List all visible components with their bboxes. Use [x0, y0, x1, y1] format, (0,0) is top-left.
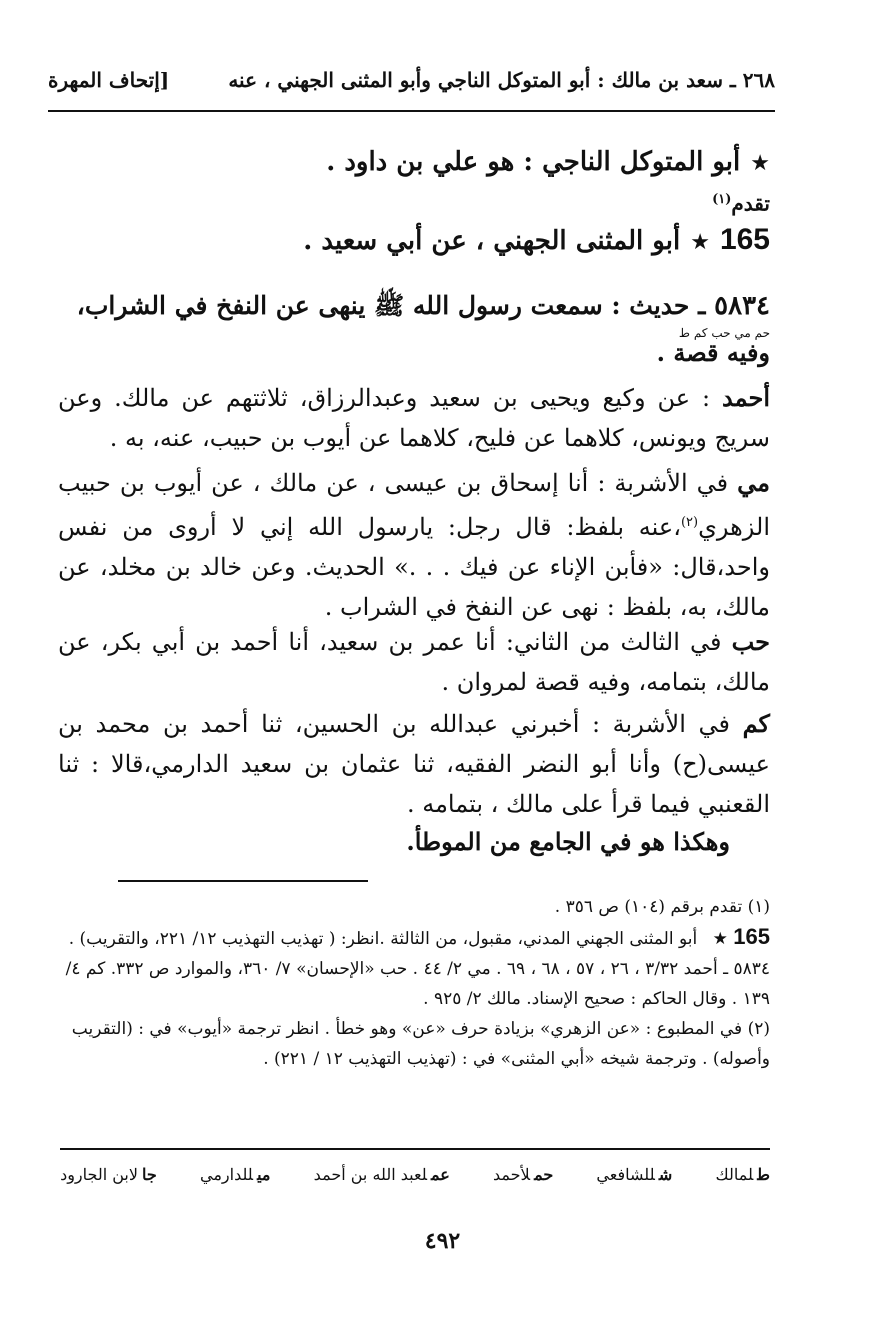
- hadith-block: [58, 286, 770, 366]
- hadith-sources: حم مي حب كم ط: [678, 326, 770, 340]
- paragraph-hibban: حب في الثالث من الثاني: أنا عمر بن سعيد، أنا أحمد بن أبي بكر، عن مالك، بتمامه، وفيه قصة لمروان .: [58, 627, 770, 696]
- paragraph-ahmad: أحمد : عن وكيع ويحيى بن سعيد وعبدالرزاق، ثلاثتهم عن مالك. وعن سريج ويونس، كلاهما عن فليح، كلاهما عن أيوب بن حبيب، عنه، به .: [58, 383, 771, 452]
- legend-item: طلمالك: [715, 1165, 770, 1184]
- source-label: أحمد: [722, 383, 771, 412]
- hadith-number: ٥٨٣٤: [714, 291, 770, 321]
- header-title: ٢٦٨ ـ سعد بن مالك : أبو المتوكل الناجي وأبو المثنى الجهني ، عنه: [228, 68, 775, 92]
- footnotes: [58, 892, 770, 1074]
- header-book-name: [إتحاف المهرة: [48, 68, 170, 92]
- hadith-text: ـ حديث : سمعت رسول الله ﷺ ينهى عن النفخ في الشراب،: [76, 291, 706, 320]
- footnote-hadith-5834: ٥٨٣٤ ـ أحمد ٣/٣٢ ، ٢٦ ، ٥٧ ، ٦٨ ، ٦٩ . مي ٢/ ٤٤ . حب «الإحسان» ٧/ ٣٦٠، والموارد ص ٣٣٢. كم ٤/ ١٣٩ . وقال الحاكم : صحيح الإسناد. مالك ٢/ ٩٢٥ .: [65, 959, 770, 1009]
- entry-muthanna: 165★أبو المثنى الجهني ، عن أبي سعيد .: [303, 222, 770, 256]
- entries-block: [58, 142, 770, 263]
- legend-item: عملعبد الله بن أحمد: [313, 1165, 450, 1184]
- source-label: مي: [737, 468, 770, 497]
- paragraph-muwatta: وهكذا هو في الجامع من الموطأ.: [406, 827, 730, 856]
- paragraph-hakim: كم في الأشربة : أخبرني عبدالله بن الحسين، ثنا أحمد بن محمد بن عيسى(ح) وأنا أبو النضر الفقيه، ثنا عثمان بن سعيد الدارمي،قالا : ثنا القعنبي فيما قرأ على مالك ، بتمامه .: [58, 709, 770, 818]
- footnote-2: (٢) في المطبوع : «عن الزهري» بزيادة حرف «عن» وهو خطأ . انظر ترجمة «أيوب» في : (التقريب وأصوله) . وترجمة شيخه «أبي المثنى» في : (تهذيب التهذيب ١٢ / ٢٢١) .: [71, 1019, 770, 1069]
- footnote-1: (١) تقدم برقم (١٠٤) ص ٣٥٦ .: [554, 897, 770, 917]
- footnote-entry-165: 165 ★ أبو المثنى الجهني المدني، مقبول، من الثالثة .انظر: ( تهذيب التهذيب ١٢/ ٢٢١، والتقريب) .: [68, 924, 770, 949]
- star-icon: ★: [712, 929, 728, 949]
- legend-rule: [60, 1148, 770, 1150]
- star-icon: ★: [690, 229, 710, 255]
- abbreviation-legend: [60, 1165, 770, 1184]
- legend-item: حملأحمد: [492, 1165, 554, 1184]
- page-number: ٤٩٢: [424, 1228, 461, 1254]
- source-label: كم: [742, 709, 770, 738]
- hadith-tail: وفيه قصة .: [656, 338, 770, 367]
- entry-mutawakkil: ★أبو المتوكل الناجي : هو علي بن داود .: [326, 147, 770, 177]
- entry-number: 165: [719, 222, 770, 256]
- paragraph-darimi: مي في الأشربة : أنا إسحاق بن عيسى ، عن مالك ، عن أيوب بن حبيب الزهري$^{(٢)}$،عنه بلفظ: قال رجل: يارسول الله إني لا أروى من نفس واحد،قال: «فأبن الإناء عن فيك . . .» الحديث. وعن خالد بن مخلد، عن مالك، به، بلفظ : نهى عن النفخ في الشراب .: [58, 468, 770, 621]
- source-label: حب: [731, 627, 770, 656]
- legend-item: ميللدارمي: [199, 1165, 271, 1184]
- running-header: [48, 62, 775, 98]
- legend-item: جالابن الجارود: [60, 1165, 157, 1184]
- footnote-ref-2[interactable]: (٢): [680, 515, 699, 530]
- legend-item: شللشافعي: [596, 1165, 673, 1184]
- footnote-rule: [118, 880, 368, 882]
- hadith-heading: [58, 286, 770, 326]
- taqaddam-note: تقدم$^{(١)}$: [712, 191, 770, 216]
- header-rule: [48, 110, 775, 112]
- star-icon: ★: [750, 151, 770, 176]
- footnote-ref-1[interactable]: (١): [712, 192, 732, 207]
